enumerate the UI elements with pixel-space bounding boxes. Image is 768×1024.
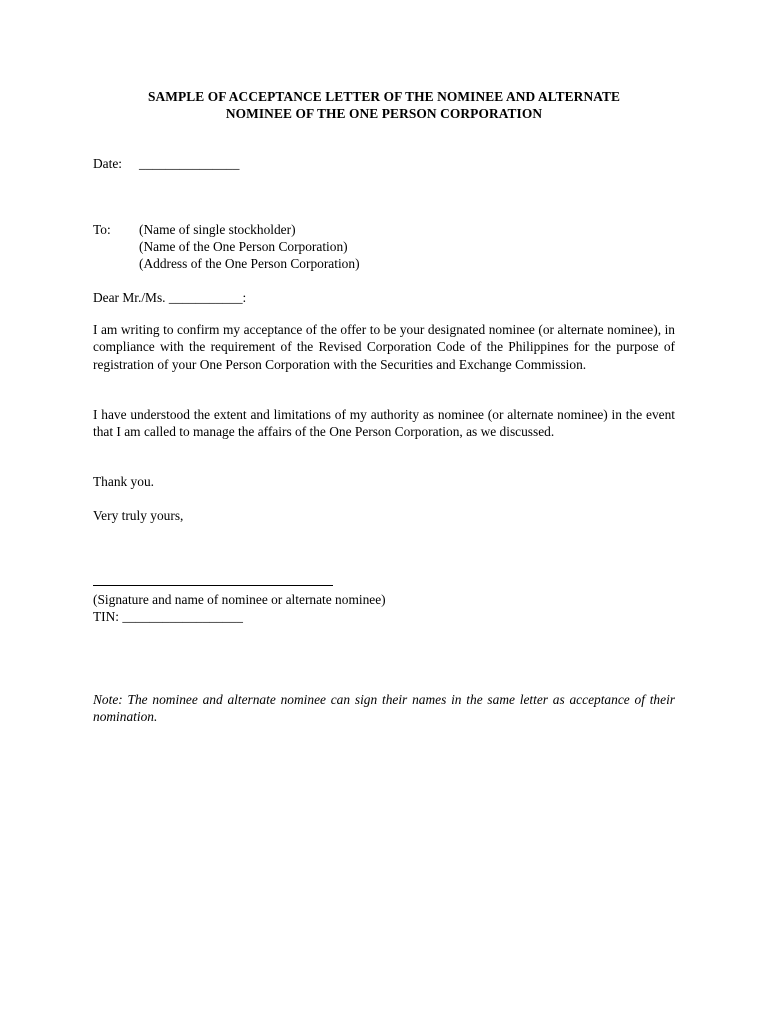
tin-line: TIN: __________________ [93, 609, 243, 624]
document-title-line-2: NOMINEE OF THE ONE PERSON CORPORATION [225, 106, 543, 121]
document-title-line-1: SAMPLE OF ACCEPTANCE LETTER OF THE NOMINEE AND ALTERNATE [147, 89, 621, 104]
signature-line [93, 585, 333, 586]
date-blank: _______________ [139, 156, 240, 171]
paragraph-understanding: I have understood the extent and limitations of my authority as nominee (or alternate nominee) in the event that I am called to manage the affairs of the One Person Corporation, as we discussed. [93, 407, 675, 440]
signature-caption: (Signature and name of nominee or alternate nominee) [93, 592, 386, 607]
recipient-corporation-address: (Address of the One Person Corporation) [139, 256, 360, 271]
recipient-corporation-name: (Name of the One Person Corporation) [139, 239, 348, 254]
to-label: To: [93, 222, 111, 237]
thank-you-line: Thank you. [93, 474, 154, 489]
closing-line: Very truly yours, [93, 508, 184, 523]
date-label: Date: [93, 156, 122, 171]
paragraph-acceptance: I am writing to confirm my acceptance of the offer to be your designated nominee (or alternate nominee), in compliance with the requirement of the Revised Corporation Code of the Philippines for the purpose of registration of your One Person Corporation with the Securities and Exchange Commission. [93, 322, 675, 372]
recipient-stockholder-name: (Name of single stockholder) [139, 222, 296, 237]
salutation: Dear Mr./Ms. ___________: [93, 290, 247, 305]
footnote: Note: The nominee and alternate nominee can sign their names in the same letter as acceptance of their nomination. [93, 692, 675, 725]
date-line [93, 155, 239, 172]
